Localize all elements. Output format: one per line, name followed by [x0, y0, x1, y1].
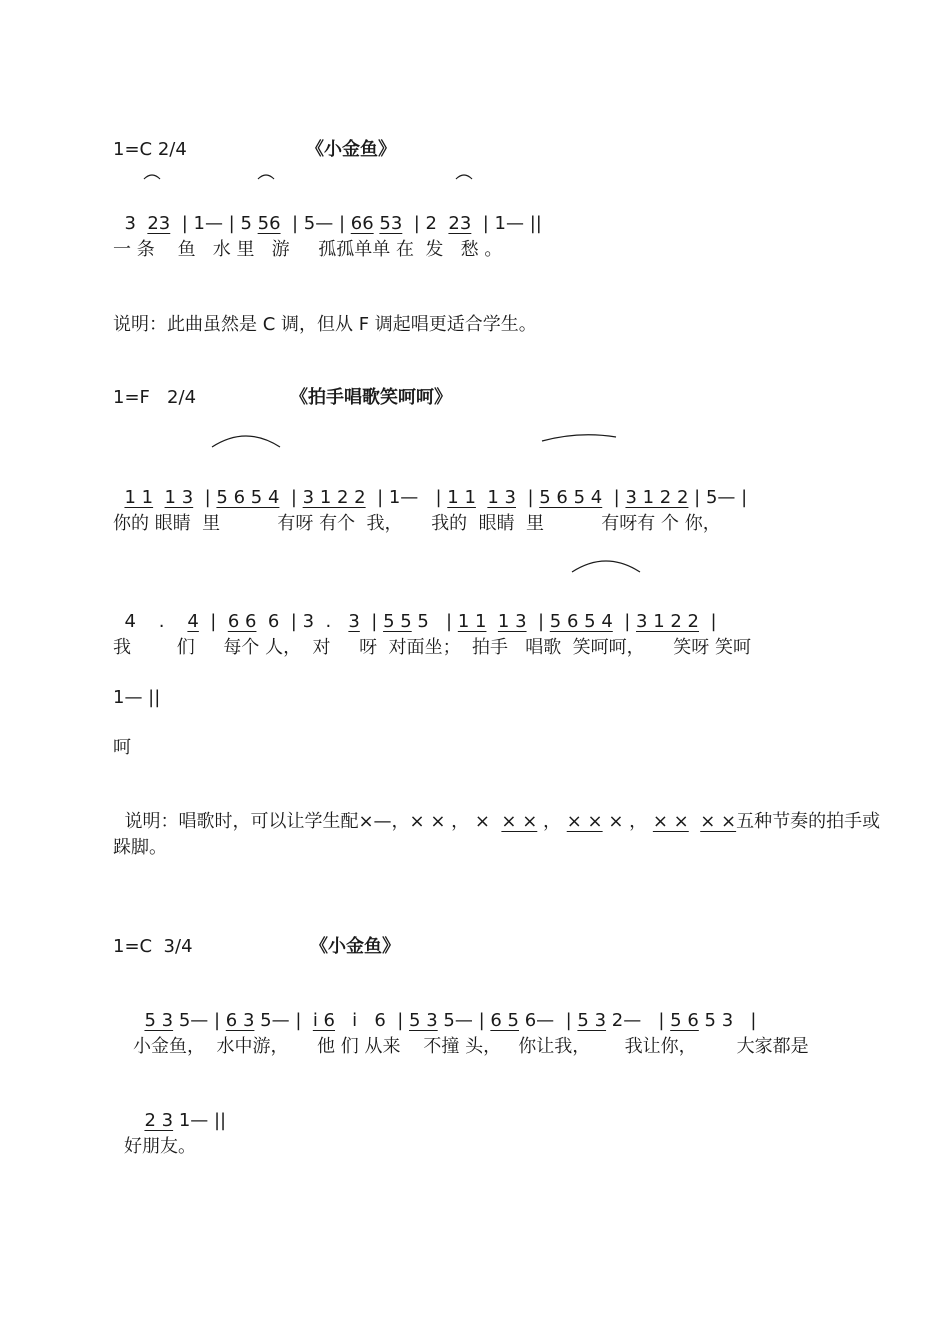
song1-slur-2: [256, 171, 276, 181]
note-segment-underlined: × ×: [652, 811, 689, 832]
note-segment: [689, 811, 700, 832]
notation-segment-underlined: 1 1: [124, 487, 154, 508]
song3-notation-line2: [133, 1085, 226, 1133]
song2-slur-2: [540, 431, 618, 443]
notation-segment: i 6 |: [335, 1010, 410, 1031]
notation-segment-underlined: 5 6 5 4: [549, 611, 613, 632]
song3-lyrics-line2: 好朋友。: [124, 1136, 196, 1157]
notation-segment-underlined: 56: [257, 213, 281, 234]
song2-lyrics-line3: 呵: [113, 737, 131, 758]
notation-segment: | 5— |: [280, 213, 351, 234]
notation-segment: | 2: [402, 213, 449, 234]
notation-segment-underlined: 5 5: [383, 611, 412, 632]
notation-segment-underlined: 5 3: [577, 1010, 607, 1031]
song2-notation-line3: 1— ||: [113, 687, 161, 708]
song2-notation-line1: [113, 462, 747, 510]
note-segment: × ，: [602, 811, 653, 832]
song1-slur-3: [454, 171, 474, 181]
note-segment: 说明：唱歌时，可以让学生配×—，× × ， ×: [124, 811, 502, 832]
note-segment: ，: [537, 811, 567, 832]
notation-segment: |: [699, 611, 717, 632]
song3-lyrics-line1: 小金鱼， 水中游， 他 们 从来 不撞 头， 你让我， 我让你， 大家都是: [133, 1036, 809, 1057]
notation-segment-underlined: 4: [187, 611, 199, 632]
notation-segment-underlined: 3 1 2 2: [636, 611, 699, 632]
notation-segment: |: [602, 487, 626, 508]
notation-segment: | 1— ||: [471, 213, 542, 234]
notation-segment-underlined: 1 1: [457, 611, 487, 632]
notation-segment: |: [279, 487, 303, 508]
notation-segment: 1— ||: [173, 1110, 227, 1131]
song3-notation-line1: [133, 985, 756, 1033]
song3-title: 《小金鱼》: [310, 936, 400, 957]
notation-segment-underlined: 3 1 2 2: [625, 487, 689, 508]
notation-segment-underlined: 1 3: [487, 487, 516, 508]
song1-slur-1: [142, 171, 162, 181]
song2-slur-3: [570, 556, 642, 574]
notation-segment: 5 |: [411, 611, 458, 632]
song1-lyrics: 一 条 鱼 水 里 游 孤孤单单 在 发 愁 。: [113, 239, 503, 260]
song2-notation-line2: [113, 586, 717, 634]
song2-lyrics-line1: 你的 眼睛 里 有呀 有个 我， 我的 眼睛 里 有呀有 个 你，: [113, 513, 721, 534]
notation-segment-underlined: 66: [350, 213, 374, 234]
notation-segment: 2— |: [606, 1010, 671, 1031]
notation-segment: 3: [124, 213, 148, 234]
song1-title: 《小金鱼》: [306, 139, 396, 160]
song2-title: 《拍手唱歌笑呵呵》: [290, 387, 452, 408]
notation-segment-underlined: 5 3: [409, 1010, 438, 1031]
notation-segment: 5 3 |: [698, 1010, 757, 1031]
notation-segment: [486, 611, 497, 632]
notation-segment-underlined: 23: [147, 213, 171, 234]
song1-key: 1=C 2/4: [113, 139, 187, 160]
notation-segment-underlined: 5 6: [670, 1010, 699, 1031]
notation-segment-underlined: 1 3: [497, 611, 527, 632]
notation-segment: 6— |: [519, 1010, 578, 1031]
song2-note-line1: [113, 786, 880, 834]
notation-segment-underlined: 3: [348, 611, 360, 632]
notation-segment: | 5— |: [688, 487, 748, 508]
notation-segment: 5— |: [254, 1010, 313, 1031]
note-segment-underlined: × ×: [566, 811, 603, 832]
notation-segment-underlined: i 6: [312, 1010, 336, 1031]
notation-segment: | 1— | 5: [170, 213, 258, 234]
notation-segment: [153, 487, 164, 508]
note-segment-underlined: × ×: [700, 811, 737, 832]
notation-segment: |: [359, 611, 384, 632]
song3-key: 1=C 3/4: [113, 936, 193, 957]
song2-note-line2: 跺脚。: [113, 837, 167, 858]
notation-segment-underlined: 6 5: [490, 1010, 519, 1031]
notation-segment: [476, 487, 487, 508]
notation-segment-underlined: 5 6 5 4: [539, 487, 603, 508]
notation-segment: |: [516, 487, 540, 508]
notation-segment-underlined: 6 3: [225, 1010, 255, 1031]
notation-segment: 4 .: [124, 611, 188, 632]
note-segment-underlined: × ×: [501, 811, 538, 832]
notation-segment: |: [198, 611, 228, 632]
notation-segment-underlined: 1 3: [164, 487, 194, 508]
song2-lyrics-line2: 我 们 每个 人， 对 呀 对面坐； 拍手 唱歌 笑呵呵， 笑呀 笑呵: [113, 637, 751, 658]
song1-note: 说明：此曲虽然是 C 调，但从 F 调起唱更适合学生。: [113, 314, 537, 335]
notation-segment-underlined: 5 6 5 4: [216, 487, 280, 508]
notation-segment-underlined: 2 3: [144, 1110, 174, 1131]
song2-key: 1=F 2/4: [113, 387, 197, 408]
notation-segment-underlined: 23: [448, 213, 472, 234]
notation-segment: 5— |: [437, 1010, 491, 1031]
notation-segment-underlined: 1 1: [447, 487, 476, 508]
notation-segment-underlined: 6 6: [227, 611, 257, 632]
notation-segment: | 1— |: [365, 487, 448, 508]
notation-segment-underlined: 5 3: [144, 1010, 174, 1031]
notation-segment: |: [193, 487, 217, 508]
notation-segment: |: [612, 611, 637, 632]
notation-segment: |: [526, 611, 550, 632]
notation-segment: 6 | 3 .: [256, 611, 349, 632]
song2-slur-1: [210, 431, 282, 449]
notation-segment: 5— |: [173, 1010, 226, 1031]
song1-notation: [113, 188, 542, 236]
note-segment: 五种节奏的拍手或: [736, 811, 881, 832]
notation-segment-underlined: 53: [379, 213, 403, 234]
notation-segment-underlined: 3 1 2 2: [302, 487, 366, 508]
